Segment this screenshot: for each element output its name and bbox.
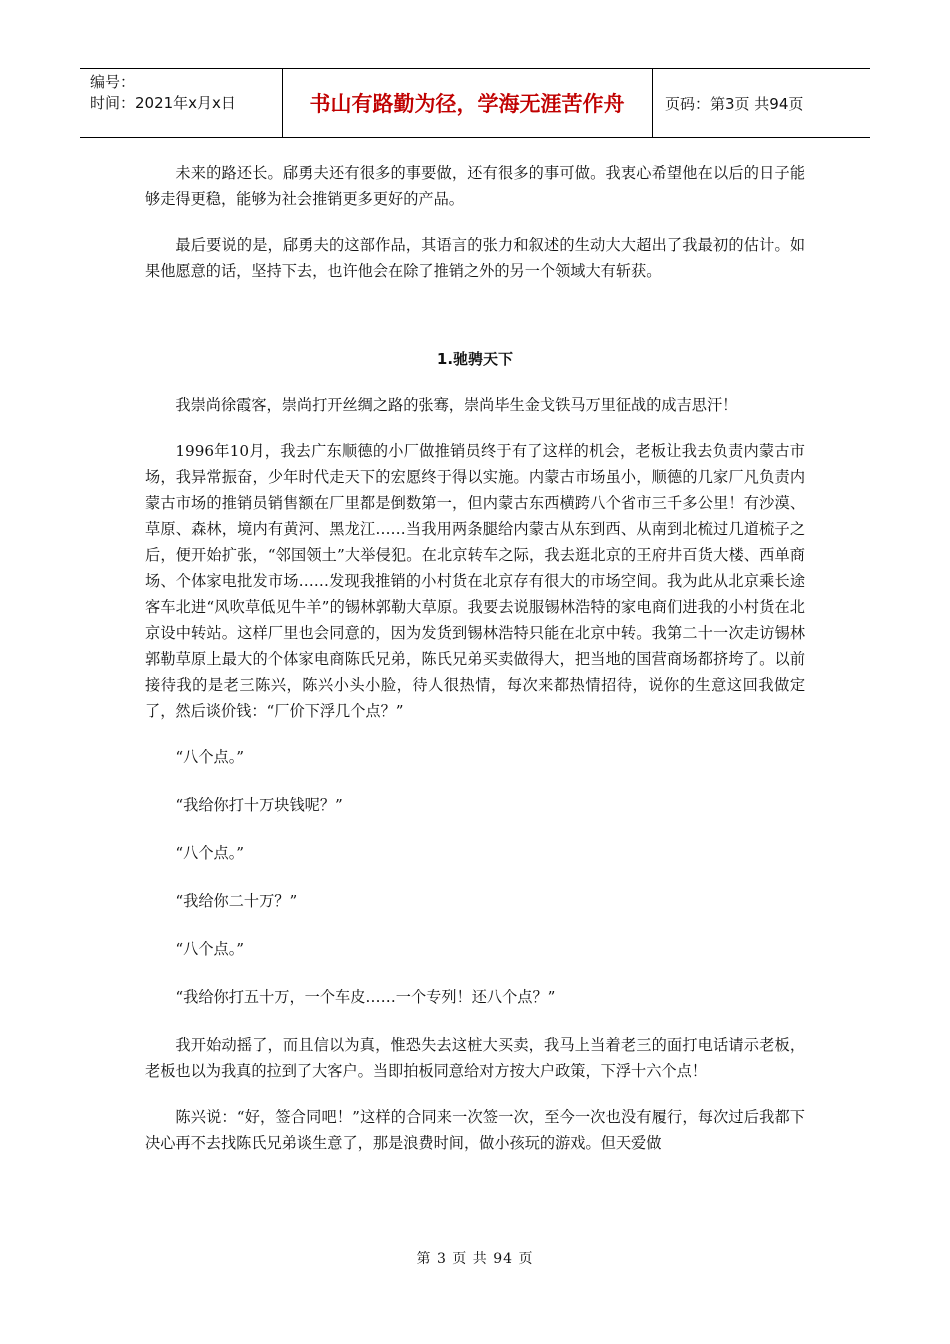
dialogue-line: “我给你打五十万，一个车皮……一个专列！还八个点？” <box>175 988 556 1006</box>
paragraph: 最后要说的是，郈勇夫的这部作品，其语言的张力和叙述的生动大大超出了我最初的估计。如果他愿意的话，坚持下去，也许他会在除了推销之外的另一个领域大有斩获。 <box>145 236 805 280</box>
paragraph: 陈兴说：“好，签合同吧！”这样的合同来一次签一次，至今一次也没有履行，每次过后我都下决心再不去找陈氏兄弟谈生意了，那是浪费时间，做小孩玩的游戏。但天爱做 <box>145 1108 805 1152</box>
page-footer: 第 3 页 共 94 页 <box>416 1251 534 1267</box>
paragraph: 1996年10月，我去广东顺德的小厂做推销员终于有了这样的机会，老板让我去负责内蒙古市场，我异常振奋，少年时代走天下的宏愿终于得以实施。内蒙古市场虽小，顺德的几家厂凡负责内蒙古市场的推销员销售额在厂里都是倒数第一，但内蒙古东西横跨八个省市三千多公里！有沙漠、草原、森林，境内有黄河、黑龙江……当我用两条腿给内蒙古从东到西、从南到北梳过几道梳子之后，便开始扩张，“邻国领土”大举侵犯。在北京转车之际，我去逛北京的王府井百货大楼、西单商场、个体家电批发市场……发现我推销的小村货在北京存有很大的市场空间。我为此从北京乘长途客车北进“风吹草低见牛羊”的锡林郭勒大草原。我要去说服锡林浩特的家电商们进我的小村货在北京设中转站。这样厂里也会同意的，因为发货到锡林浩特只能在北京中转。我第二十一次走访锡林郭勒草原上最大的个体家电商陈氏兄弟，陈氏兄弟买卖做得大，把当地的国营商场都挤垮了。以前接待我的是老三陈兴，陈兴小头小脸，待人很热情，每次来都热情招待，说你的生意这回我做定了，然后谈价钱：“厂价下浮几个点？” <box>145 442 805 720</box>
paragraph: 我开始动摇了，而且信以为真，惟恐失去这桩大买卖，我马上当着老三的面打电话请示老板，老板也以为我真的拉到了大客户。当即拍板同意给对方按大户政策，下浮十六个点！ <box>145 1036 805 1080</box>
header-motto: 书山有路勤为径，学海无涯苦作舟 <box>282 69 653 137</box>
header-page-info: 页码：第3页 共94页 <box>665 94 804 113</box>
page-header <box>80 68 870 138</box>
dialogue-line: “我给你二十万？” <box>175 892 298 910</box>
paragraph: 我崇尚徐霞客，崇尚打开丝绸之路的张骞，崇尚毕生金戈铁马万里征战的成吉思汗！ <box>175 396 738 414</box>
header-meta <box>80 69 283 137</box>
dialogue-line: “八个点。” <box>175 940 245 958</box>
section-title: 1.驰骋天下 <box>436 350 514 368</box>
header-time-label: 时间：2021年x月x日 <box>90 94 236 112</box>
paragraph: 未来的路还长。郈勇夫还有很多的事要做，还有很多的事可做。我衷心希望他在以后的日子能够走得更稳，能够为社会推销更多更好的产品。 <box>145 164 805 208</box>
header-number-label: 编号： <box>90 73 136 91</box>
dialogue-line: “八个点。” <box>175 748 245 766</box>
dialogue-line: “八个点。” <box>175 844 245 862</box>
document-body <box>145 160 805 1176</box>
dialogue-line: “我给你打十万块钱呢？” <box>175 796 343 814</box>
